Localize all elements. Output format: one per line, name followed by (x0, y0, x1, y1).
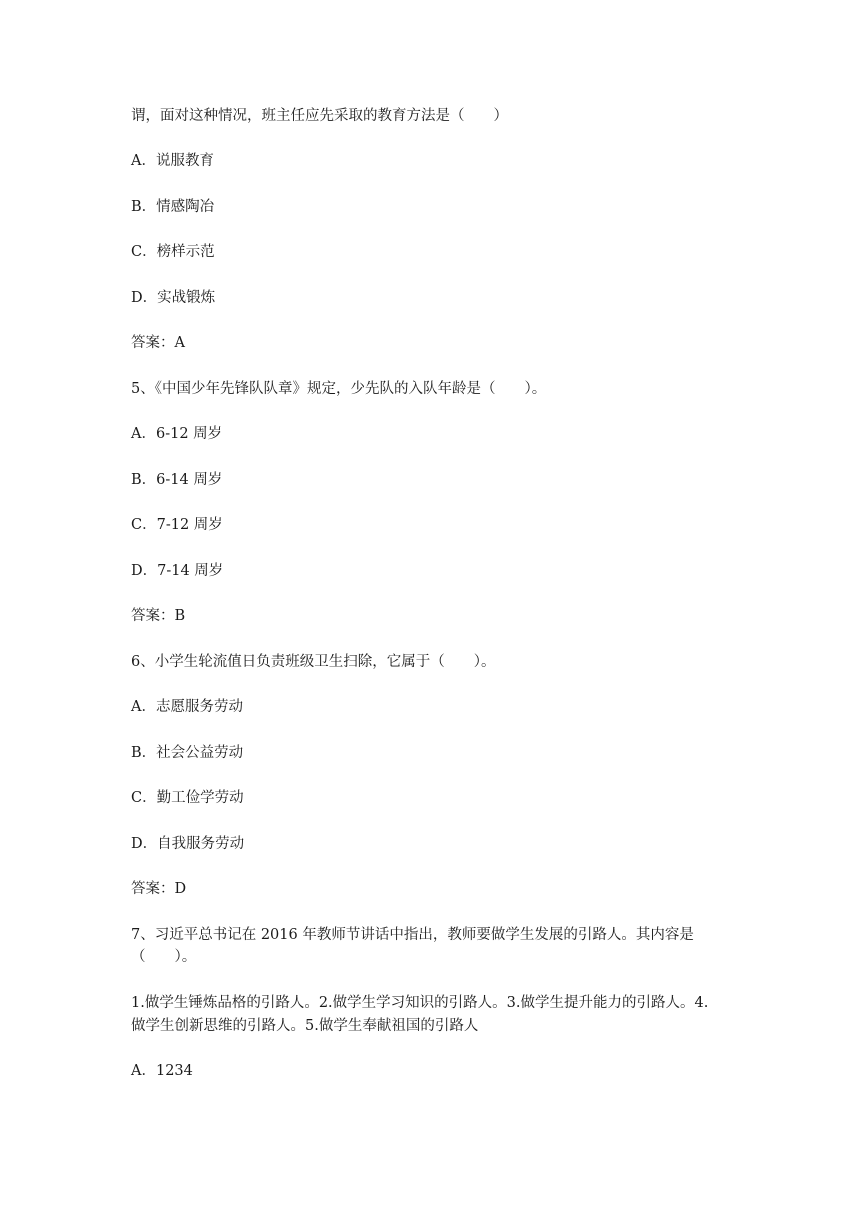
q7-statements-line-2: 做学生创新思维的引路人。5.做学生奉献祖国的引路人 (131, 1018, 479, 1034)
question-4-stem-continuation: 谓，面对这种情况，班主任应先采取的教育方法是（ ） (131, 108, 508, 124)
q7-option-a: A．1234 (131, 1063, 193, 1079)
q6-option-a: A．志愿服务劳动 (131, 699, 243, 715)
q6-option-d: D．自我服务劳动 (131, 836, 245, 852)
q6-option-c: C．勤工俭学劳动 (131, 790, 244, 806)
q7-statements: 1.做学生锤炼品格的引路人。2.做学生学习知识的引路人。3.做学生提升能力的引路人。4. (131, 995, 709, 1011)
q4-option-d: D．实战锻炼 (131, 290, 216, 306)
q5-option-d: D．7-14 周岁 (131, 563, 224, 579)
q5-answer: 答案：B (131, 608, 186, 624)
question-7-stem: 7、习近平总书记在 2016 年教师节讲话中指出，教师要做学生发展的引路人。其内容是 (131, 927, 694, 943)
q4-option-c: C．榜样示范 (131, 244, 215, 260)
question-6-stem: 6、小学生轮流值日负责班级卫生扫除，它属于（ ）。 (131, 654, 496, 670)
q4-answer: 答案：A (131, 335, 185, 351)
q5-option-b: B．6-14 周岁 (131, 472, 223, 488)
q6-answer: 答案：D (131, 881, 187, 897)
question-7-stem-line-2: （ ）。 (131, 949, 197, 965)
q5-option-a: A．6-12 周岁 (131, 426, 223, 442)
q4-option-a: A．说服教育 (131, 153, 214, 169)
q5-option-c: C．7-12 周岁 (131, 517, 223, 533)
question-5-stem: 5、《中国少年先锋队队章》规定，少先队的入队年龄是（ ）。 (131, 381, 547, 397)
q6-option-b: B．社会公益劳动 (131, 745, 244, 761)
q4-option-b: B．情感陶冶 (131, 199, 215, 215)
